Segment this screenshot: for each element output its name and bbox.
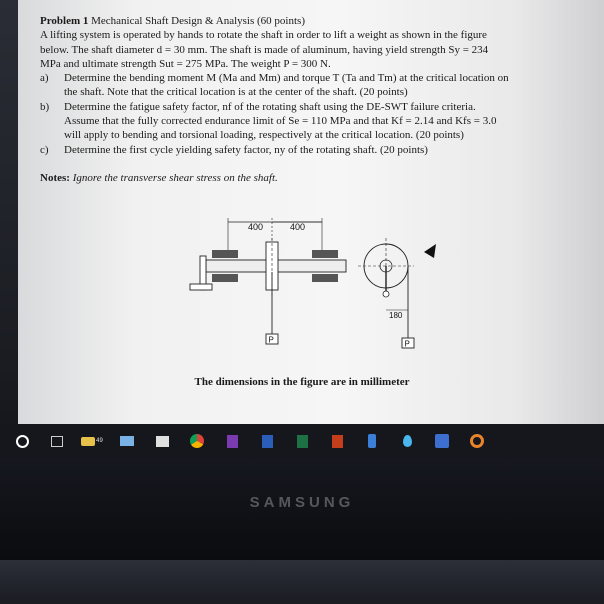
item-c-line-1: Determine the first cycle yielding safety factor, ny of the rotating shaft. (20 points) (64, 143, 428, 156)
item-c (40, 143, 580, 157)
dim-label-left: 400 (248, 222, 264, 232)
load-label-left: P (268, 335, 274, 345)
notes (40, 171, 580, 185)
intro-line-2: below. The shaft diameter d = 30 mm. The shaft is made of aluminum, having yield strength Sy = 234 (40, 43, 489, 56)
item-a-line-1: Determine the bending moment M (Ma and Mm) and torque T (Ta and Tm) at the critical location on (64, 72, 509, 85)
store-icon[interactable] (149, 432, 175, 450)
figure-caption: The dimensions in the figure are in millimeter (194, 376, 410, 388)
desk-surface (0, 560, 604, 604)
problem-heading-text: Mechanical Shaft Design & Analysis (60 points) (91, 15, 305, 27)
chrome-icon[interactable] (184, 432, 210, 450)
app-icon-drop[interactable] (394, 432, 420, 450)
item-c-label: c) (40, 143, 49, 156)
notes-label: Notes: (40, 171, 70, 184)
intro-line-3: MPa and ultimate strength Sut = 275 MPa. The weight P = 300 N. (40, 57, 331, 70)
taskbar (0, 424, 604, 458)
shaft-figure (186, 214, 446, 354)
word-icon[interactable] (254, 432, 280, 450)
item-b-line-1: Determine the fatigue safety factor, nf of the rotating shaft using the DE-SWT failure criteria. (64, 100, 476, 113)
onenote-icon[interactable] (219, 432, 245, 450)
item-a (40, 71, 580, 100)
item-b-label: b) (40, 100, 50, 113)
monitor-brand-logo: SAMSUNG (249, 494, 355, 511)
item-a-line-2: the shaft. Note that the critical location is at the center of the shaft. (20 points) (64, 86, 408, 99)
powerpoint-icon[interactable] (324, 432, 350, 450)
problem-document (40, 14, 580, 185)
edge-icon[interactable] (464, 432, 490, 450)
app-icon-check[interactable] (429, 432, 455, 450)
bearing-right-bottom (312, 274, 338, 282)
notes-text: Ignore the transverse shear stress on the shaft. (72, 171, 278, 184)
item-b-line-2: Assume that the fully corrected endurance limit of Se = 110 MPa and that Kf = 2.14 and Kfs = 3.0 (64, 115, 497, 128)
item-a-label: a) (40, 72, 49, 85)
item-b (40, 100, 580, 143)
rotation-arrow-icon (424, 244, 436, 258)
weather-icon[interactable] (79, 432, 105, 450)
crank-handle (190, 284, 212, 290)
item-b-line-3: will apply to bending and torsional loading, respectively at the critical location. (20 points) (64, 129, 464, 142)
file-explorer-icon[interactable] (114, 432, 140, 450)
intro-line-1: A lifting system is operated by hands to rotate the shaft in order to lift a weight as shown in the figure (40, 29, 487, 42)
side-view-crank-pin (383, 291, 389, 297)
load-label-right: P (404, 339, 410, 349)
task-view-icon[interactable] (44, 432, 70, 450)
start-icon[interactable] (9, 432, 35, 450)
dim-label-crank: 180 (389, 311, 403, 320)
bearing-left-top (212, 250, 238, 258)
excel-icon[interactable] (289, 432, 315, 450)
problem-heading (40, 14, 580, 28)
problem-title: Problem 1 (40, 15, 89, 27)
bearing-right-top (312, 250, 338, 258)
dim-label-right: 400 (290, 222, 306, 232)
taskbar-badge: 49 (96, 438, 103, 444)
app-icon-blue[interactable] (359, 432, 385, 450)
bearing-left-bottom (212, 274, 238, 282)
